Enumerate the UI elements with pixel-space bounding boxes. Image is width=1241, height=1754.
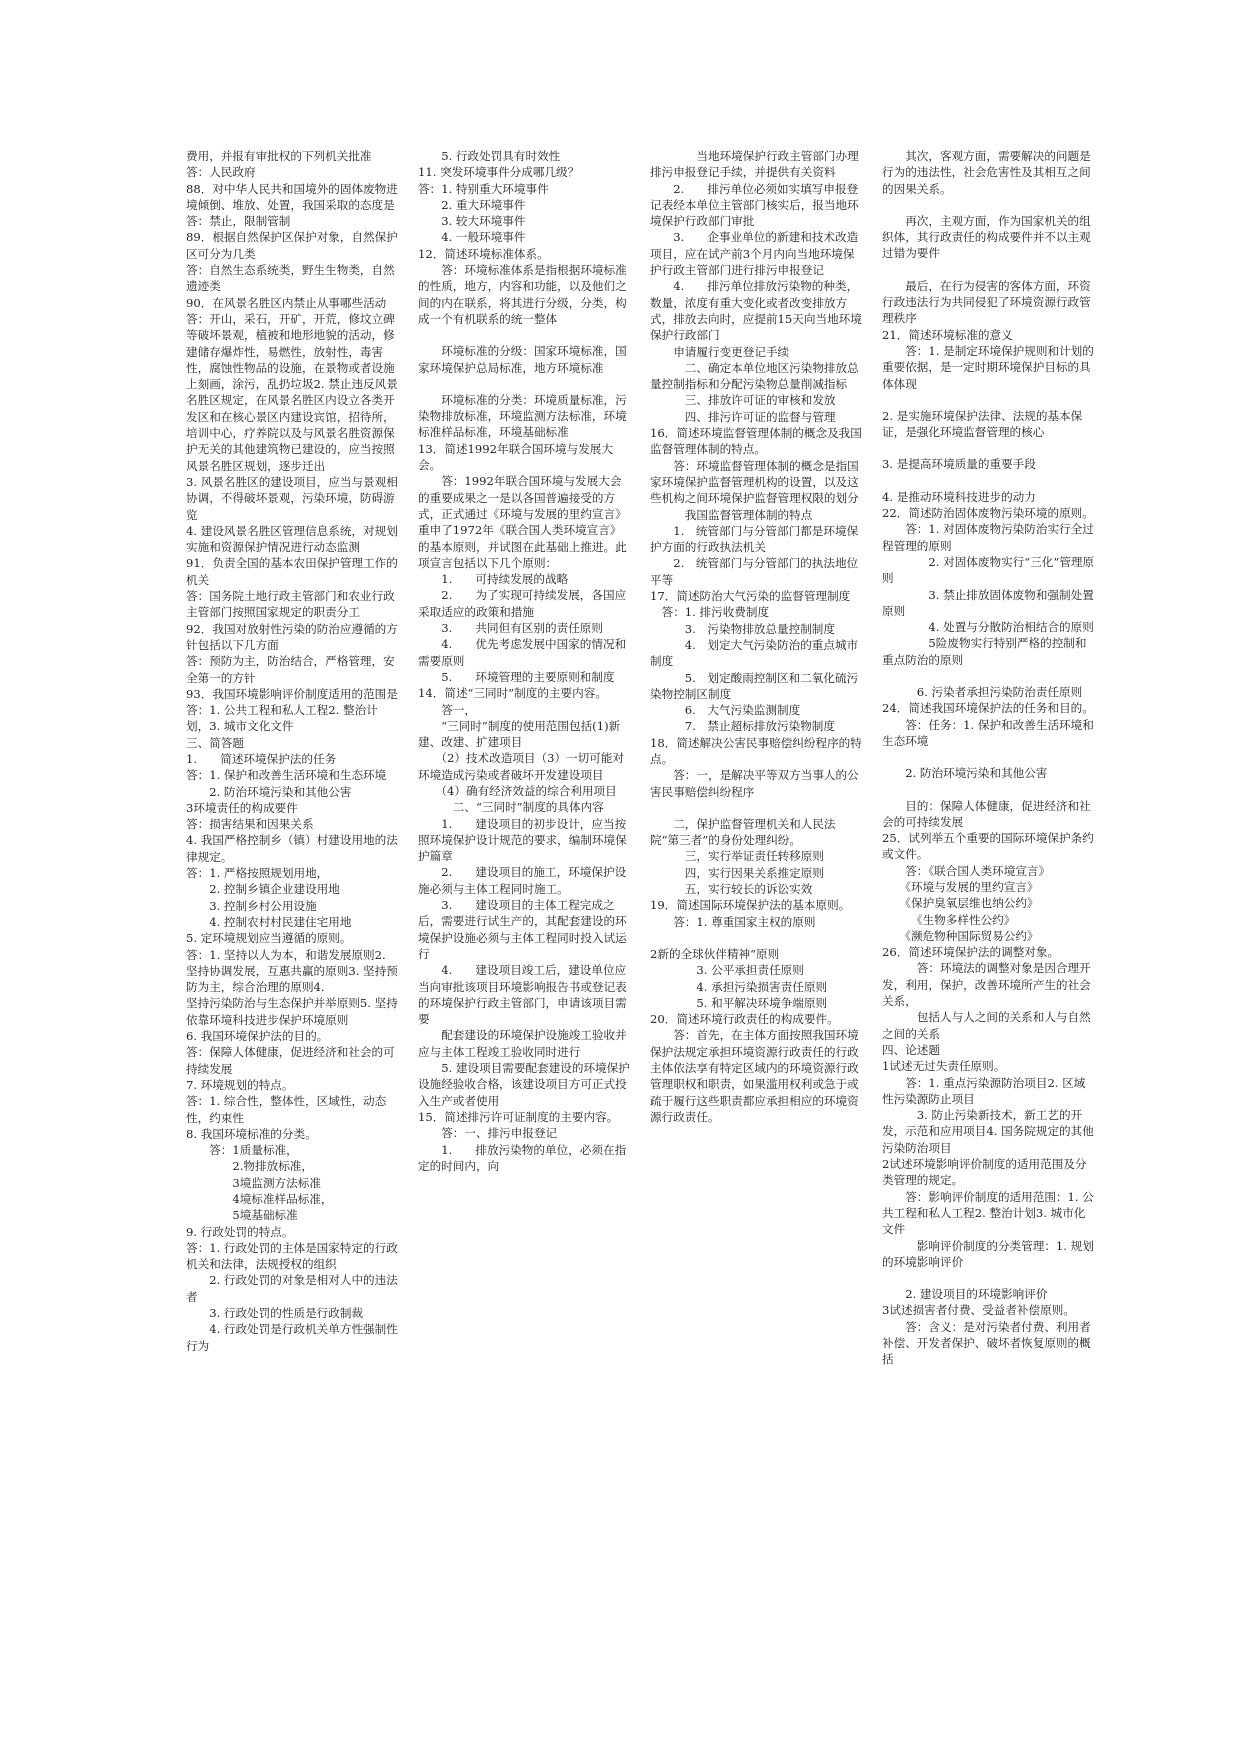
text-paragraph: 3. 公平承担责任原则 — [650, 963, 804, 978]
text-paragraph: 答：损害结果和因果关系 — [186, 817, 314, 832]
text-paragraph: 2. 对固体废物实行“三化”管理原则 — [882, 554, 1095, 586]
text-paragraph: 答：预防为主，防治结合，严格管理，安全第一的方针 — [186, 654, 395, 685]
text-paragraph: 答：禁止，限制管制 — [186, 214, 291, 229]
text-paragraph: 4. 处置与分散防治相结合的原则 — [882, 620, 1094, 635]
text-paragraph: 其次，客观方面，需要解决的问题是行为的违法性，社会危害性及其相互之间的因果关系。 — [882, 149, 1091, 196]
text-paragraph: 答：1. 特别重大环境事件 — [418, 181, 549, 196]
text-paragraph: 2. 行政处罚的对象是相对人中的违法者 — [186, 1273, 398, 1304]
text-paragraph: 26．简述环境保护法的调整对象。 — [882, 945, 1060, 960]
text-paragraph: 答：1. 公共工程和私人工程2. 整治计划，3. 城市文化文件 — [186, 703, 378, 734]
text-paragraph: 答：《联合国人类环境宣言》 — [882, 863, 1051, 878]
text-paragraph: 17．简述防治大气污染的监督管理制度 — [650, 589, 851, 604]
text-paragraph: 4. 行政处罚是行政机关单方性强制性行为 — [186, 1322, 398, 1353]
text-paragraph: 坚持污染防治与生态保护并举原则5. 坚持依靠环境科技进步保护环境原则 — [186, 996, 398, 1027]
text-paragraph: 4. 一般环境事件 — [418, 230, 526, 245]
text-paragraph: 3. 共同但有区别的责任原则 — [418, 621, 603, 636]
text-paragraph: 三、简答题 — [186, 735, 244, 750]
text-paragraph: 22．简述防治固体废物污染环境的原则。 — [882, 506, 1094, 521]
text-paragraph: 2. 为了实现可持续发展，各国应采取适应的政策和措施 — [418, 588, 627, 619]
text-paragraph: 4. 排污单位排放污染物的种类，数量，浓度有重大变化或者改变排放方式，排放去向时，应提前15天向当地环境保护行政部门 — [650, 279, 862, 343]
text-paragraph: 11. 突发环境事件分成哪几级？ — [418, 165, 580, 180]
text-paragraph: 2. 建设项目的环境影响评价 — [882, 1287, 1048, 1302]
text-paragraph: 5. 建设项目需要配套建设的环境保护设施经验收合格，该建设项目方可正式投入生产或者使用 — [418, 1061, 630, 1108]
text-paragraph: 答：开山，采石，开矿，开荒，修坟立碑等破坏景观，植被和地形地貌的活动，修建储存爆炸性，易燃性，放射性，毒害性，腐蚀性物品的设施，在景物或者设施上刻画，涂污，乱扔垃圾2. 禁止违反风景名胜区规定，在风景名胜区内设立各类开发区和在核心景区内建设宾馆，招待所，培训中心，疗养院以及与风景名胜资源保护无关的其他建筑物已建设的，应当按照风景名胜区规划，逐步迁出 — [186, 311, 398, 473]
text-paragraph: 二、“三同时”制度的具体内容 — [418, 800, 604, 815]
text-paragraph: 2. 防治环境污染和其他公害 — [882, 766, 1048, 781]
text-paragraph: 18．简述解决公害民事赔偿纠纷程序的特点。 — [650, 735, 862, 766]
text-paragraph: 四、论述题 — [882, 1042, 940, 1057]
text-paragraph: 4. 建设风景名胜区管理信息系统，对规划实施和资源保护情况进行动态监测 — [186, 523, 398, 555]
text-paragraph: 9. 行政处罚的特点。 — [186, 1224, 294, 1239]
text-paragraph: 目的：保障人体健康，促进经济和社会的可持续发展 — [882, 798, 1091, 829]
text-paragraph: 4境标准样品标准， — [186, 1192, 333, 1206]
text-paragraph: 3. 较大环境事件 — [418, 214, 526, 229]
text-paragraph: 答：国务院土地行政主管部门和农业行政主管部门按照国家规定的职责分工 — [186, 589, 395, 620]
text-paragraph: 6. 污染者承担污染防治责任原则 — [882, 685, 1083, 700]
text-paragraph: 答：1. 排污收费制度 — [650, 605, 770, 620]
text-paragraph: 4. 控制农村村民建住宅用地 — [186, 914, 352, 929]
text-paragraph: 当地环境保护行政主管部门办理排污申报登记手续，并提供有关资料 — [650, 149, 859, 180]
text-paragraph: 答：1. 是制定环境保护规则和计划的重要依据，是一定时期环境保护目标的具体体现 — [882, 343, 1094, 391]
text-paragraph: 3. 防止污染新技术，新工艺的开发，示范和应用项目4. 国务院规定的其他污染防治项目 — [882, 1108, 1094, 1155]
text-paragraph: 2. 控制乡镇企业建设用地 — [186, 882, 340, 897]
text-paragraph: 92．我国对放射性污染的防治应遵循的方针包括以下几方面 — [186, 621, 398, 652]
text-paragraph: 90．在风景名胜区内禁止从事哪些活动 — [186, 295, 387, 310]
text-paragraph: 3. 是提高环境质量的重要手段 — [882, 457, 1036, 472]
text-paragraph: 3. 控制乡村公用设施 — [186, 898, 317, 913]
text-paragraph: 答一， — [418, 702, 476, 717]
text-column-1 — [186, 148, 400, 1608]
text-paragraph: 答：1992年联合国环境与发展大会的重要成果之一是以各国普遍接受的方式，正式通过《环境与发展的里约宣言》重申了1972年《联合国人类环境宣言》的基本原则，并试图在此基础上推进。此项宣言包括以下几个原则： — [418, 474, 627, 570]
text-paragraph: 环境标准的分类：环境质量标准，污染物排放标准，环境监测方法标准，环境标准样品标准，环境基础标准 — [418, 392, 627, 440]
text-paragraph: 答：环境标准体系是指根据环境标准的性质，地方，内容和功能，以及他们之间的内在联系，将其进行分级，分类，构成一个有机联系的统一整体 — [418, 263, 627, 326]
text-paragraph: 21．简述环境标准的意义 — [882, 327, 1013, 342]
text-paragraph: 费用，并报有审批权的下列机关批准 — [186, 149, 372, 163]
text-paragraph: 答：任务：1. 保护和改善生活环境和生态环境 — [882, 717, 1094, 748]
text-paragraph: 影响评价制度的分类管理：1. 规划的环境影响评价 — [882, 1238, 1094, 1269]
text-paragraph: 16．简述环境监督管理体制的概念及我国监督管理体制的特点。 — [650, 426, 862, 457]
text-paragraph: 环境标准的分级：国家环境标准，国家环境保护总局标准，地方环境标准 — [418, 344, 627, 375]
text-paragraph: 8. 我国环境标准的分类。 — [186, 1126, 317, 1141]
text-paragraph: 1. 统管部门与分管部门都是环境保护方面的行政执法机关 — [650, 523, 859, 555]
text-paragraph: 包括人与人之间的关系和人与自然之间的关系 — [882, 1010, 1091, 1041]
text-paragraph: 4. 建设项目竣工后，建设单位应当向审批该项目环境影响报告书或登记表的环境保护行政主管部门，申请该项目需要 — [418, 963, 627, 1027]
text-paragraph: 13．简述1992年联合国环境与发展大会。 — [418, 441, 613, 473]
text-paragraph: 91．负责全国的基本农田保护管理工作的机关 — [186, 556, 398, 587]
text-paragraph: 答：1. 行政处罚的主体是国家特定的行政机关和法律，法规授权的组织 — [186, 1240, 398, 1272]
text-paragraph: 答：1. 严格按照规划用地， — [186, 866, 329, 881]
text-paragraph: 2. 排污单位必须如实填写申报登记表经本单位主管部门核实后，报当地环境保护行政部门审批 — [650, 181, 859, 229]
text-paragraph: 四，实行因果关系推定原则 — [650, 865, 824, 880]
text-paragraph: 三、排放许可证的审核和发放 — [650, 393, 836, 408]
text-paragraph: 答：人民政府 — [186, 165, 256, 180]
text-paragraph: 答：1质量标准， — [186, 1143, 298, 1158]
text-paragraph: 5. 环境管理的主要原则和制度 — [418, 669, 615, 684]
text-paragraph: 5. 行政处罚具有时效性 — [418, 149, 561, 163]
text-paragraph: 1. 可持续发展的战略 — [418, 572, 569, 587]
text-paragraph: 3. 风景名胜区的建设项目，应当与景观相协调，不得破坏景观，污染环境，防碍游览 — [186, 474, 398, 522]
text-paragraph: 2新的全球伙伴精神“原则 — [650, 946, 780, 961]
text-paragraph: 4. 划定大气污染防治的重点城市制度 — [650, 637, 859, 669]
text-paragraph: 申请履行变更登记手续 — [650, 344, 790, 359]
text-paragraph: 24．简述我国环境保护法的任务和目的。 — [882, 701, 1094, 716]
text-paragraph: 5. 定环境规划应当遵循的原则。 — [186, 931, 352, 946]
text-paragraph: 6. 我国环境保护法的目的。 — [186, 1029, 329, 1044]
text-paragraph: “三同时”制度的使用范围包括(1)新建、改建、扩建项目 — [418, 718, 621, 750]
text-paragraph: 《生物多样性公约》 — [882, 912, 1016, 927]
text-paragraph: 2. 重大环境事件 — [418, 197, 526, 212]
text-paragraph: 5. 划定酸雨控制区和二氧化硫污染物控制区制度 — [650, 670, 859, 701]
text-paragraph: 答：含义：是对污染者付费、利用者补偿、开发者保护、破坏者恢复原则的概括 — [882, 1319, 1091, 1367]
text-paragraph: 19．简述国际环境保护法的基本原则。 — [650, 898, 851, 913]
text-paragraph: 93．我国环境影响评价制度适用的范围是 — [186, 686, 398, 701]
text-paragraph: 1. 简述环境保护法的任务 — [186, 751, 337, 766]
text-paragraph: 二、确定本单位地区污染物排放总量控制指标和分配污染物总量削减指标 — [650, 360, 859, 392]
text-paragraph: 答：一，是解决平等双方当事人的公害民事赔偿纠纷程序 — [650, 768, 859, 799]
text-paragraph: 答：保障人体健康，促进经济和社会的可持续发展 — [186, 1045, 395, 1076]
text-paragraph: 3. 行政处罚的性质是行政制裁 — [186, 1306, 364, 1321]
text-paragraph: 5险废物实行特别严格的控制和重点防治的原则 — [882, 636, 1087, 667]
text-paragraph: 1. 建设项目的初步设计，应当按照环境保护设计规范的要求，编制环境保护篇章 — [418, 816, 627, 864]
text-paragraph: 《保护臭氧层维也纳公约》 — [882, 896, 1039, 911]
text-paragraph: 20．简述环境行政责任的构成要件。 — [650, 1012, 839, 1027]
text-paragraph: 答：首先，在主体方面按照我国环境保护法规定承担环境资源行政责任的行政主体依法享有特定区域内的环境资源行政管理职权和职责，如果滥用权利或急于或疏于履行这些职责都应承担相应的环境资源行政责任。 — [650, 1028, 859, 1124]
text-paragraph: 再次，主观方面，作为国家机关的组织体，其行政责任的构成要件并不以主观过错为要件 — [882, 213, 1091, 261]
text-paragraph: 4. 是推动环境科技进步的动力 — [882, 489, 1036, 504]
text-column-3 — [650, 148, 864, 1608]
text-paragraph: 答：一、排污申报登记 — [418, 1126, 558, 1141]
text-paragraph: 答：自然生态系统类，野生生物类，自然遗迹类 — [186, 263, 395, 294]
text-paragraph: 3. 禁止排放固体废物和强制处置原则 — [882, 587, 1094, 618]
text-paragraph: 15．简述排污许可证制度的主要内容。 — [418, 1109, 619, 1124]
text-column-4 — [882, 148, 1096, 1608]
text-paragraph: 答：1. 重点污染源防治项目2. 区域性污染源防止项目 — [882, 1075, 1086, 1106]
text-paragraph: 答：1. 综合性，整体性，区域性，动态性，约束性 — [186, 1094, 387, 1125]
text-paragraph: （4）确有经济效益的综合利用项目 — [418, 783, 617, 798]
text-paragraph: 2. 是实施环境保护法律、法规的基本保证，是强化环境监督管理的核心 — [882, 408, 1083, 440]
text-paragraph: 4. 优先考虑发展中国家的情况和需要原则 — [418, 637, 627, 668]
text-paragraph: 2. 统管部门与分管部门的执法地位平等 — [650, 556, 859, 587]
text-paragraph: 答：环境监督管理体制的概念是指国家环境保护监督管理机构的设置，以及这些机构之间环境保护监督管理权限的划分 — [650, 458, 859, 506]
text-paragraph: 2.物排放标准， — [186, 1159, 313, 1174]
text-paragraph: 2. 防治环境污染和其他公害 — [186, 784, 352, 799]
text-paragraph: 7. 环境规划的特点。 — [186, 1077, 294, 1092]
text-paragraph: 3环境责任的构成要件 — [186, 800, 298, 815]
text-paragraph: 4. 承担污染损害责任原则 — [650, 979, 828, 994]
text-paragraph: 答：1. 尊重国家主权的原则 — [650, 914, 816, 929]
text-paragraph: 12．简述环境标准体系。 — [418, 246, 549, 261]
text-paragraph: 我国监督管理体制的特点 — [650, 507, 813, 522]
text-paragraph: 89．根据自然保护区保护对象，自然保护区可分为几类 — [186, 230, 398, 261]
text-column-2 — [418, 148, 632, 1608]
text-paragraph: 3. 污染物排放总量控制制度 — [650, 621, 835, 636]
text-paragraph: 1. 排放污染物的单位，必须在指定的时间内，向 — [418, 1142, 627, 1173]
text-paragraph: 4. 我国严格控制乡（镇）村建设用地的法律规定。 — [186, 833, 398, 864]
text-paragraph: 答：环境法的调整对象是因合理开发，利用，保护，改善环境所产生的社会关系， — [882, 961, 1091, 1009]
text-paragraph: 三，实行举证责任转移原则 — [650, 849, 824, 864]
text-paragraph: 2. 建设项目的施工，环境保护设施必须与主体工程同时施工。 — [418, 865, 627, 896]
text-paragraph: 3. 企事业单位的新建和技术改造项目，应在试产前3个月内向当地环境保护行政主管部门进行排污申报登记 — [650, 230, 859, 278]
text-paragraph: 答：1. 坚持以人为本，和谐发展原则2. 坚持协调发展，互惠共赢的原则3. 坚持预防为主，综合治理的原则4. — [186, 947, 398, 995]
text-paragraph: 最后，在行为侵害的客体方面，环资行政违法行为共同侵犯了环境资源行政管理秩序 — [882, 278, 1091, 326]
text-paragraph: 《濒危物种国际贸易公约》 — [882, 928, 1039, 943]
text-paragraph: 3境监测方法标准 — [186, 1175, 321, 1190]
text-paragraph: 2试述环境影响评价制度的适用范围及分类管理的规定。 — [882, 1157, 1087, 1188]
text-paragraph: 1试述无过失责任原则。 — [882, 1059, 1006, 1074]
text-paragraph: 7. 禁止超标排放污染物制度 — [650, 719, 835, 734]
text-paragraph: 14．简述“三同时”制度的主要内容。 — [418, 686, 607, 701]
text-paragraph: （2）技术改造项目（3）一切可能对环境造成污染或者破坏开发建设项目 — [418, 751, 625, 782]
document-page — [186, 148, 1096, 1608]
text-paragraph: 二，保护监督管理机关和人民法院“第三者”的身份处理纠纷。 — [650, 816, 836, 848]
text-paragraph: 答：1. 对固体废物污染防治实行全过程管理的原则 — [882, 522, 1094, 553]
text-paragraph: 五，实行较长的诉讼实效 — [650, 882, 813, 897]
text-paragraph: 5境基础标准 — [186, 1208, 298, 1223]
text-paragraph: 答：影响评价制度的适用范围：1. 公共工程和私人工程2. 整治计划3. 城市化文件 — [882, 1189, 1094, 1237]
text-paragraph: 5. 和平解决环境争端原则 — [650, 995, 828, 1010]
text-paragraph: 《环境与发展的里约宣言》 — [882, 879, 1039, 894]
text-paragraph: 88．对中华人民共和国境外的固体废物进境倾倒、堆放、处置，我国采取的态度是 — [186, 181, 398, 212]
text-paragraph: 3试述损害者付费、受益者补偿原则。 — [882, 1303, 1075, 1318]
text-paragraph: 6. 大气污染监测制度 — [650, 703, 801, 718]
text-paragraph: 配套建设的环境保护设施竣工验收并应与主体工程竣工验收同时进行 — [418, 1028, 627, 1059]
text-paragraph: 四、排污许可证的监督与管理 — [650, 409, 836, 424]
text-paragraph: 25．试列举五个重要的国际环境保护条约或文件。 — [882, 831, 1094, 862]
text-paragraph: 3. 建设项目的主体工程完成之后，需要进行试生产的，其配套建设的环境保护设施必须与主体工程同时投入试运行 — [418, 898, 627, 961]
text-paragraph: 答：1. 保护和改善生活环境和生态环境 — [186, 768, 387, 783]
